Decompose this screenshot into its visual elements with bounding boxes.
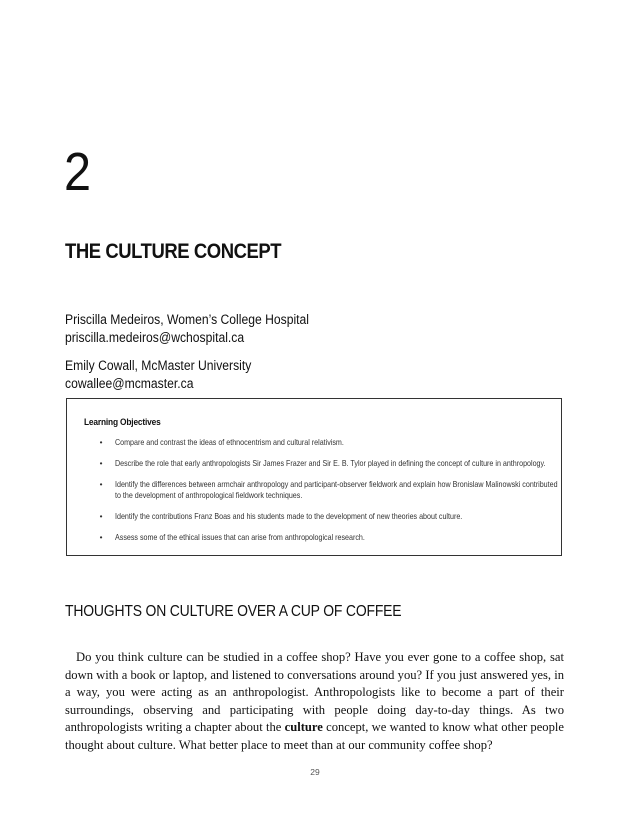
bullet-icon: •	[99, 480, 103, 489]
author-2	[65, 357, 251, 393]
page-number: 29	[310, 767, 320, 777]
learning-objectives-box	[66, 398, 562, 556]
author-1-email: priscilla.medeiros@wchospital.ca	[65, 330, 245, 345]
section-heading: THOUGHTS ON CULTURE OVER A CUP OF COFFEE	[65, 603, 402, 620]
chapter-title: THE CULTURE CONCEPT	[65, 240, 282, 263]
bullet-icon: •	[99, 512, 103, 521]
author-1	[65, 311, 309, 347]
objective-text: Identify the contributions Franz Boas and his students made to the development of new theories about culture.	[115, 512, 463, 521]
list-item	[87, 532, 567, 543]
objective-text: Compare and contrast the ideas of ethnocentrism and cultural relativism.	[115, 438, 344, 447]
chapter-number: 2	[64, 142, 92, 202]
body-paragraph	[65, 649, 564, 754]
paragraph-text: Do you think culture can be studied in a coffee shop? Have you ever gone to a coffee shop, sat down with a book or laptop, and listened to conversations around you? If you just answered yes, in a way, you were acting as an anthropologist. Anthropologists like to become a part of their surroundings, observing and participating with people doing day-to-day things. As two anthropologists writing a chapter about the	[65, 650, 564, 734]
objective-text: Identify the differences between armchair anthropology and participant-observer fieldwork and explain how Bronislaw Malinowski contributed to the development of anthropological fieldwork techniques.	[115, 480, 558, 500]
list-item	[87, 437, 567, 448]
objective-text: Describe the role that early anthropologists Sir James Frazer and Sir E. B. Tylor played in defining the concept of culture in anthropology.	[115, 459, 546, 468]
learning-objectives-title: Learning Objectives	[84, 417, 161, 428]
paragraph-text: concept, we wanted to know what other people thought about culture. What better place to meet than at our community coffee shop?	[65, 720, 564, 752]
list-item	[87, 511, 567, 522]
author-1-name: Priscilla Medeiros, Women’s College Hospital	[65, 312, 309, 327]
objective-text: Assess some of the ethical issues that can arise from anthropological research.	[115, 533, 365, 542]
learning-objectives-list	[87, 437, 567, 553]
key-term-culture: culture	[284, 720, 323, 734]
bullet-icon: •	[99, 438, 103, 447]
bullet-icon: •	[99, 459, 103, 468]
list-item	[87, 479, 567, 501]
list-item	[87, 458, 567, 469]
bullet-icon: •	[99, 533, 103, 542]
author-2-name: Emily Cowall, McMaster University	[65, 358, 252, 373]
author-2-email: cowallee@mcmaster.ca	[65, 376, 194, 391]
